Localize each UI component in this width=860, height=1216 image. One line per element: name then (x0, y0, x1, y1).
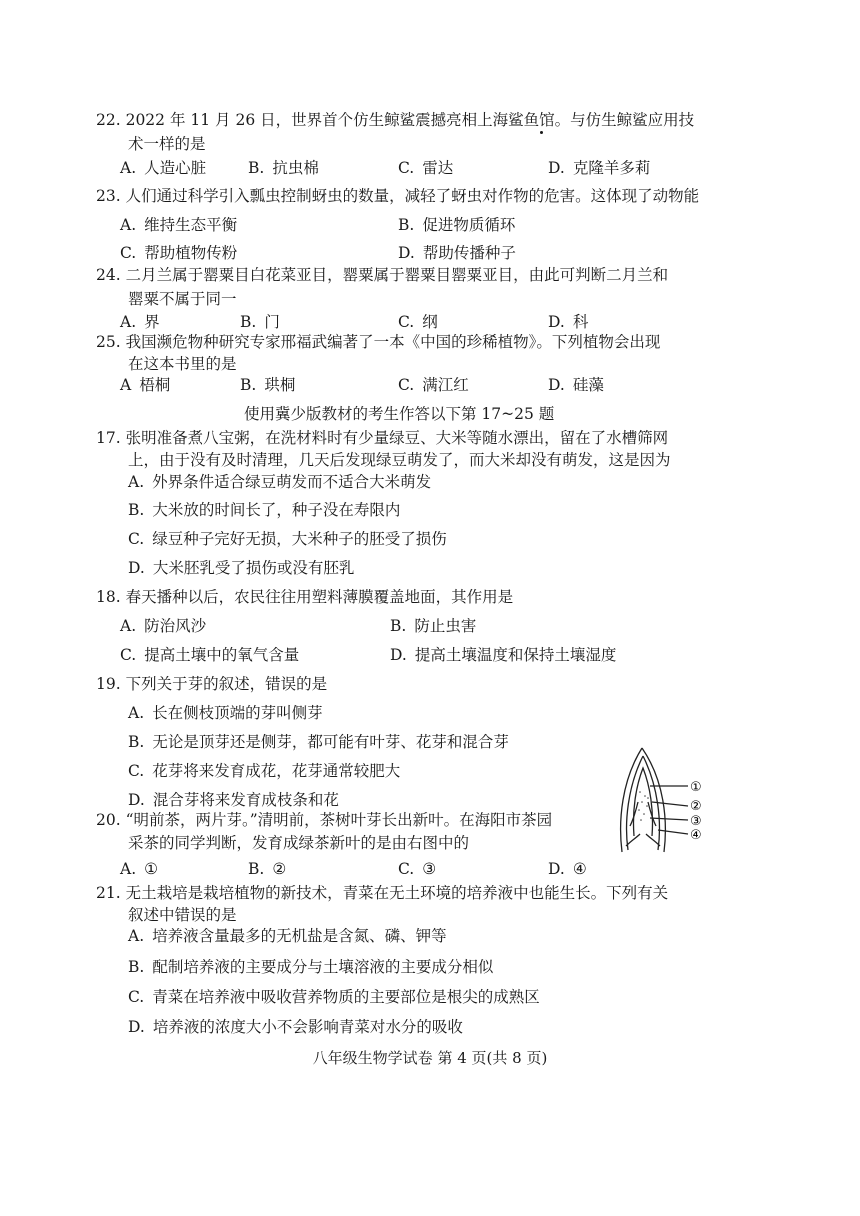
question-22-option-a[interactable]: A. 人造心脏 (120, 159, 207, 177)
question-21-option-d[interactable]: D. 培养液的浓度大小不会影响青菜对水分的吸收 (128, 1018, 463, 1036)
question-25-option-a[interactable]: A 梧桐 (120, 376, 171, 394)
question-22-stem-line-1: 22. 2022 年 11 月 26 日，世界首个仿生鲸鲨震撼亮相上海鲨鱼馆。与仿生鲸鲨应用技 (96, 111, 695, 129)
question-20-option-d[interactable]: D. ④ (548, 860, 587, 878)
question-18-option-b[interactable]: B. 防止虫害 (390, 617, 477, 635)
question-20-option-a[interactable]: A. ① (120, 860, 159, 878)
question-19-option-b[interactable]: B. 无论是顶芽还是侧芽，都可能有叶芽、花芽和混合芽 (128, 733, 509, 751)
question-23-option-b[interactable]: B. 促进物质循环 (398, 216, 516, 234)
question-19-option-d[interactable]: D. 混合芽将来发育成枝条和花 (128, 791, 339, 809)
question-19-option-c[interactable]: C. 花芽将来发育成花，花芽通常较肥大 (128, 762, 401, 780)
question-21-option-c[interactable]: C. 青菜在培养液中吸收营养物质的主要部位是根尖的成熟区 (128, 988, 540, 1006)
bud-outer-scale-right (642, 748, 665, 852)
question-24-stem-line-1: 24. 二月兰属于罂粟目白花菜亚目，罂粟属于罂粟目罂粟亚目，由此可判断二月兰和 (96, 266, 669, 284)
figure-label-2: ② (690, 799, 702, 814)
bud-diagram (612, 740, 712, 856)
question-23-option-a[interactable]: A. 维持生态平衡 (120, 216, 238, 234)
bud-growth-cone (633, 768, 652, 836)
question-25-option-b[interactable]: B. 珙桐 (240, 376, 296, 394)
question-18-option-d[interactable]: D. 提高土壤温度和保持土壤湿度 (390, 646, 617, 664)
question-24-option-b[interactable]: B. 门 (240, 313, 280, 331)
bud-axillary-right (646, 834, 660, 846)
question-19-option-a[interactable]: A. 长在侧枝顶端的芽叫侧芽 (128, 704, 323, 722)
question-22-option-b[interactable]: B. 抗虫棉 (248, 159, 319, 177)
question-22-option-c[interactable]: C. 雷达 (398, 159, 454, 177)
page-footer: 八年级生物学试卷 第 4 页(共 8 页) (312, 1049, 548, 1067)
question-25-stem-line-2: 在这本书里的是 (128, 355, 237, 373)
bud-diagram-svg (612, 740, 712, 856)
question-17-stem-line-1: 17. 张明准备煮八宝粥，在洗材料时有少量绿豆、大米等随水漂出，留在了水槽筛网 (96, 429, 669, 447)
question-21-option-a[interactable]: A. 培养液含量最多的无机盐是含氮、磷、钾等 (128, 927, 447, 945)
question-18-option-a[interactable]: A. 防治风沙 (120, 617, 207, 635)
figure-label-4: ④ (690, 828, 702, 843)
question-25-stem-line-1: 25. 我国濒危物种研究专家邢福武编著了一本《中国的珍稀植物》。下列植物会出现 (96, 333, 661, 351)
question-21-stem-line-1: 21. 无土栽培是栽培植物的新技术，青菜在无土环境的培养液中也能生长。下列有关 (96, 884, 669, 902)
question-17-option-d[interactable]: D. 大米胚乳受了损伤或没有胚乳 (128, 559, 355, 577)
question-17-option-c[interactable]: C. 绿豆种子完好无损，大米种子的胚受了损伤 (128, 530, 447, 548)
section-heading: 使用冀少版教材的考生作答以下第 17~25 题 (244, 405, 555, 423)
emphasis-dot (540, 131, 543, 134)
question-22-stem-line-2: 术一样的是 (128, 135, 206, 153)
question-25-option-d[interactable]: D. 硅藻 (548, 376, 604, 394)
question-22-option-d[interactable]: D. 克隆羊多莉 (548, 159, 651, 177)
question-20-stem-line-2: 采茶的同学判断，发育成绿茶新叶的是由右图中的 (128, 834, 470, 852)
question-18-stem-line-1: 18. 春天播种以后，农民往往用塑料薄膜覆盖地面，其作用是 (96, 588, 514, 606)
question-25-option-c[interactable]: C. 满江红 (398, 376, 469, 394)
question-24-option-c[interactable]: C. 纲 (398, 313, 438, 331)
question-24-stem-line-2: 罂粟不属于同一 (128, 290, 237, 308)
question-20-stem-line-1: 20. “明前茶，两片芽。”清明前，茶树叶芽长出新叶。在海阳市茶园 (96, 811, 553, 829)
question-17-option-a[interactable]: A. 外界条件适合绿豆萌发而不适合大米萌发 (128, 473, 432, 491)
question-20-option-b[interactable]: B. ② (248, 860, 287, 878)
question-21-stem-line-2: 叙述中错误的是 (128, 906, 237, 924)
pointer-line-3 (650, 818, 688, 820)
figure-label-1: ① (690, 780, 702, 795)
question-23-stem-line-1: 23. 人们通过科学引入瓢虫控制蚜虫的数量，减轻了蚜虫对作物的危害。这体现了动物能 (96, 187, 700, 205)
pointer-line-4 (658, 830, 688, 834)
question-23-option-d[interactable]: D. 帮助传播种子 (398, 244, 516, 262)
question-17-option-b[interactable]: B. 大米放的时间长了，种子没在寿限内 (128, 501, 401, 519)
question-18-option-c[interactable]: C. 提高土壤中的氧气含量 (120, 646, 300, 664)
question-24-option-d[interactable]: D. 科 (548, 313, 589, 331)
bud-axillary-left (626, 834, 640, 846)
question-24-option-a[interactable]: A. 界 (120, 313, 160, 331)
question-17-stem-line-2: 上，由于没有及时清理，几天后发现绿豆萌发了，而大米却没有萌发，这是因为 (128, 451, 671, 469)
question-23-option-c[interactable]: C. 帮助植物传粉 (120, 244, 238, 262)
figure-label-3: ③ (690, 814, 702, 829)
question-20-option-c[interactable]: C. ③ (398, 860, 437, 878)
question-21-option-b[interactable]: B. 配制培养液的主要成分与土壤溶液的主要成分相似 (128, 958, 494, 976)
bud-stipple-dots (638, 791, 649, 821)
question-19-stem-line-1: 19. 下列关于芽的叙述，错误的是 (96, 675, 328, 693)
